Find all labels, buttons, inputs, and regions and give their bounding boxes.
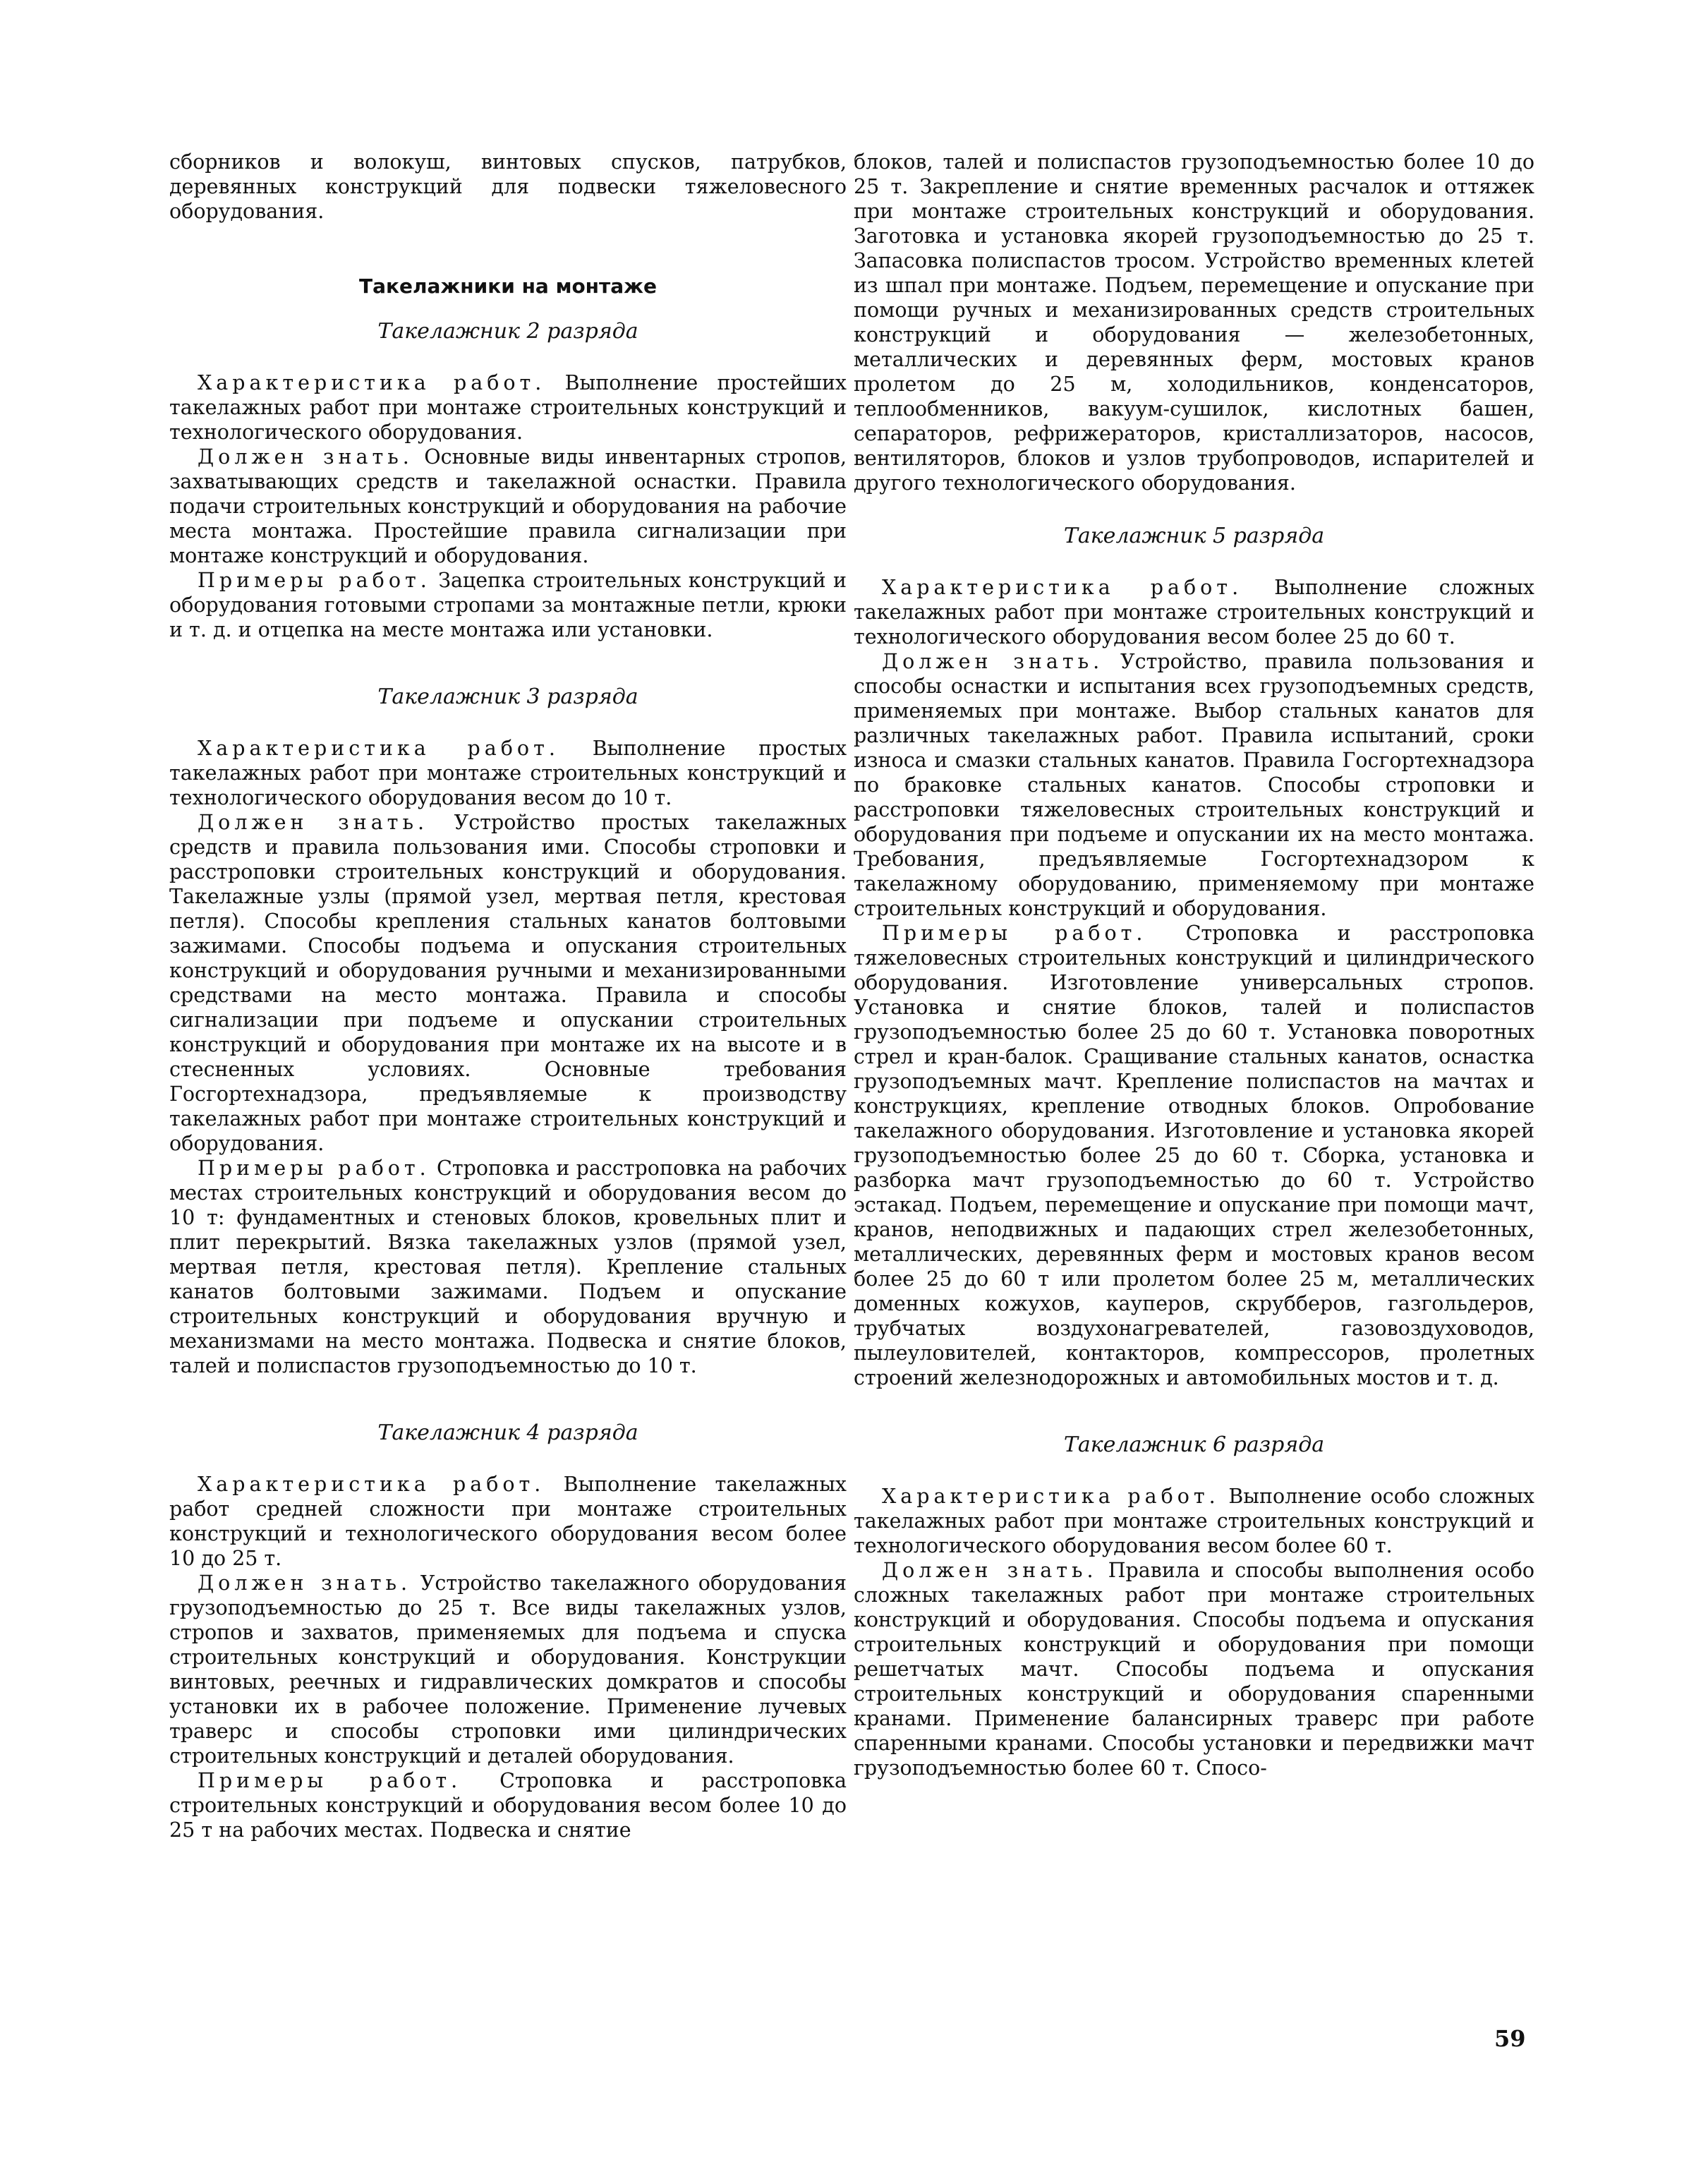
characteristics-text: Выполнение сложных такелажных работ при монтаже строительных конструкций и технологического оборудования весом более 25 до 60 т. (854, 576, 1534, 648)
grade-5-characteristics (854, 575, 1534, 649)
grade-5-title: Такелажник 5 разряда (1063, 524, 1325, 548)
characteristics-label: Характеристика работ. (198, 1473, 545, 1496)
grade-3-characteristics (169, 736, 847, 810)
examples-text: Строповка и расстроповка строительных конструкций и оборудования весом более 10 до 25 т на рабочих местах. Подвеска и снятие (169, 1769, 847, 1842)
grade-3-title: Такелажник 3 разряда (377, 684, 638, 709)
characteristics-label: Характеристика работ. (882, 576, 1243, 599)
grade-2-examples (169, 568, 847, 642)
grade-2-title: Такелажник 2 разряда (377, 319, 638, 344)
characteristics-text: Выполнение особо сложных такелажных работ при монтаже строительных конструкций и технологического оборудования весом более 60 т. (854, 1485, 1534, 1557)
knowledge-label: Должен знать. (198, 1571, 412, 1595)
characteristics-label: Характеристика работ. (198, 371, 546, 394)
knowledge-label: Должен знать. (882, 1559, 1098, 1582)
knowledge-text: Основные виды инвентарных стропов, захватывающих средств и такелажной оснастки. Правила подачи строительных конструкций и оборудования на рабочие места монтажа. Простейшие правила сигнализации при монтаже конструкций и оборудования. (169, 445, 847, 567)
characteristics-label: Характеристика работ. (198, 737, 559, 760)
knowledge-label: Должен знать. (198, 445, 413, 469)
grade-4-title: Такелажник 4 разряда (377, 1420, 638, 1445)
knowledge-text: Устройство простых такелажных средств и правила пользования ими. Способы строповки и расстроповки строительных конструкций и оборудования. Такелажные узлы (прямой узел, мертвая петля, крестовая петля). Способы крепления стальных канатов болтовыми зажимами. Способы подъема и опускания строительных конструкций и оборудования ручными и механизированными средствами на место монтажа. Правила и способы сигнализации при подъеме и опускании строительных конструкций и оборудования при монтаже их на высоте и в стесненных условиях. Основные требования Госгортехнадзора, предъявляемые к производству такелажных работ при монтаже строительных конструкций и оборудования. (169, 811, 847, 1155)
grade-2-knowledge (169, 445, 847, 568)
intro-paragraph: сборников и волокуш, винтовых спусков, патрубков, деревянных конструкций для подвески тяжеловесного оборудования. (169, 150, 847, 223)
examples-text: Строповка и расстроповка на рабочих местах строительных конструкций и оборудования весом до 10 т: фундаментных и стеновых блоков, кровельных плит и плит перекрытий. Вязка такелажных узлов (прямой узел, мертвая петля, крестовая петля). Крепление стальных канатов болтовыми зажимами. Подъем и опускание строительных конструкций и оборудования вручную и механизмами на место монтажа. Подвеска и снятие блоков, талей и полиспастов грузоподъемностью до 10 т. (169, 1157, 847, 1377)
knowledge-label: Должен знать. (882, 650, 1104, 673)
knowledge-text: Устройство, правила пользования и способы оснастки и испытания всех грузоподъемных средств, применяемых при монтаже. Выбор стальных канатов для различных такелажных работ. Правила испытаний, сроки износа и смазки стальных канатов. Правила Госгортехнадзора по браковке стальных канатов. Способы строповки и расстроповки тяжеловесных строительных конструкций и оборудования при подъеме и опускании их на место монтажа. Требования, предъявляемые Госгортехнадзором к такелажному оборудованию, применяемому при монтаже строительных конструкций и оборудования. (854, 650, 1534, 920)
grade-4-characteristics (169, 1472, 847, 1571)
examples-label: Примеры работ. (198, 1769, 462, 1792)
grade-4-examples-continued: блоков, талей и полиспастов грузоподъемностью более 10 до 25 т. Закрепление и снятие временных расчалок и оттяжек при монтаже строительных конструкций и оборудования. Заготовка и установка якорей грузоподъемностью до 25 т. Запасовка полиспастов тросом. Устройство временных клетей из шпал при монтаже. Подъем, перемещение и опускание при помощи ручных и механизированных средств строительных конструкций и оборудования — железобетонных, металлических и деревянных ферм, мостовых кранов пролетом до 25 м, холодильников, конденсаторов, теплообменников, вакуум-сушилок, кислотных башен, сепараторов, рефрижераторов, кристаллизаторов, насосов, вентиляторов, блоков и узлов трубопроводов, испарителей и другого технологического оборудования. (854, 150, 1534, 495)
examples-text: Строповка и расстроповка тяжеловесных строительных конструкций и цилиндрического оборудования. Изготовление универсальных стропов. Установка и снятие блоков, талей и полиспастов грузоподъемностью более 25 до 60 т. Установка поворотных стрел и кран-балок. Сращивание стальных канатов, оснастка грузоподъемных мачт. Крепление полиспастов на мачтах и конструкциях, крепление отводных блоков. Опробование такелажного оборудования. Изготовление и установка якорей грузоподъемностью более 25 до 60 т. Сборка, установка и разборка мачт грузоподъемностью до 60 т. Устройство эстакад. Подъем, перемещение и опускание при помощи мачт, кранов, неподвижных и падающих стрел железобетонных, металлических, деревянных ферм и мостовых кранов весом более 25 до 60 т или пролетом более 25 м, металлических доменных кожухов, кауперов, скрубберов, газгольдеров, трубчатых воздухонагревателей, газовоздуховодов, пылеуловителей, контакторов, компрессоров, пролетных строений железнодорожных и автомобильных мостов и т. д. (854, 922, 1534, 1389)
grade-3-examples (169, 1156, 847, 1378)
knowledge-label: Должен знать. (198, 811, 429, 834)
left-column (169, 150, 847, 1842)
grade-6-title: Такелажник 6 разряда (1063, 1432, 1325, 1457)
characteristics-text: Выполнение такелажных работ средней сложности при монтаже строительных конструкций и технологического оборудования весом более 10 до 25 т. (169, 1473, 847, 1570)
characteristics-label: Характеристика работ. (882, 1485, 1220, 1508)
examples-label: Примеры работ. (198, 1157, 430, 1180)
examples-label: Примеры работ. (882, 922, 1147, 945)
knowledge-text: Правила и способы выполнения особо сложных такелажных работ при монтаже строительных конструкций и оборудования. Способы подъема и опускания строительных конструкций и оборудования при помощи решетчатых мачт. Способы подъема и опускания строительных конструкций и оборудования спаренными кранами. Применение балансирных траверс при работе спаренными кранами. Способы установки и передвижки мачт грузоподъемностью более 60 т. Спосо- (854, 1559, 1535, 1780)
grade-3-knowledge (169, 810, 847, 1156)
grade-5-examples (854, 921, 1534, 1390)
grade-6-knowledge (854, 1558, 1534, 1780)
page-number: 59 (1494, 2025, 1526, 2052)
examples-text: Зацепка строительных конструкций и оборудования готовыми стропами за монтажные петли, крюки и т. д. и отцепка на месте монтажа или установки. (169, 569, 847, 641)
examples-label: Примеры работ. (198, 569, 431, 592)
right-column (854, 150, 1534, 1780)
section-title: Такелажники на монтаже (358, 274, 658, 298)
grade-4-examples (169, 1768, 847, 1842)
grade-5-knowledge (854, 649, 1534, 921)
grade-2-characteristics (169, 370, 847, 445)
grade-4-knowledge (169, 1571, 847, 1768)
characteristics-text: Выполнение простых такелажных работ при монтаже строительных конструкций и технологического оборудования весом до 10 т. (169, 737, 847, 809)
grade-6-characteristics (854, 1484, 1534, 1558)
characteristics-text: Выполнение простейших такелажных работ при монтаже строительных конструкций и технологического оборудования. (169, 371, 847, 444)
knowledge-text: Устройство такелажного оборудования грузоподъемностью до 25 т. Все виды такелажных узлов, стропов и захватов, применяемых для подъема и спуска строительных конструкций и оборудования. Конструкции винтовых, реечных и гидравлических домкратов и способы установки их в рабочее положение. Применение лучевых траверс и способы строповки ими цилиндрических строительных конструкций и деталей оборудования. (169, 1571, 847, 1768)
